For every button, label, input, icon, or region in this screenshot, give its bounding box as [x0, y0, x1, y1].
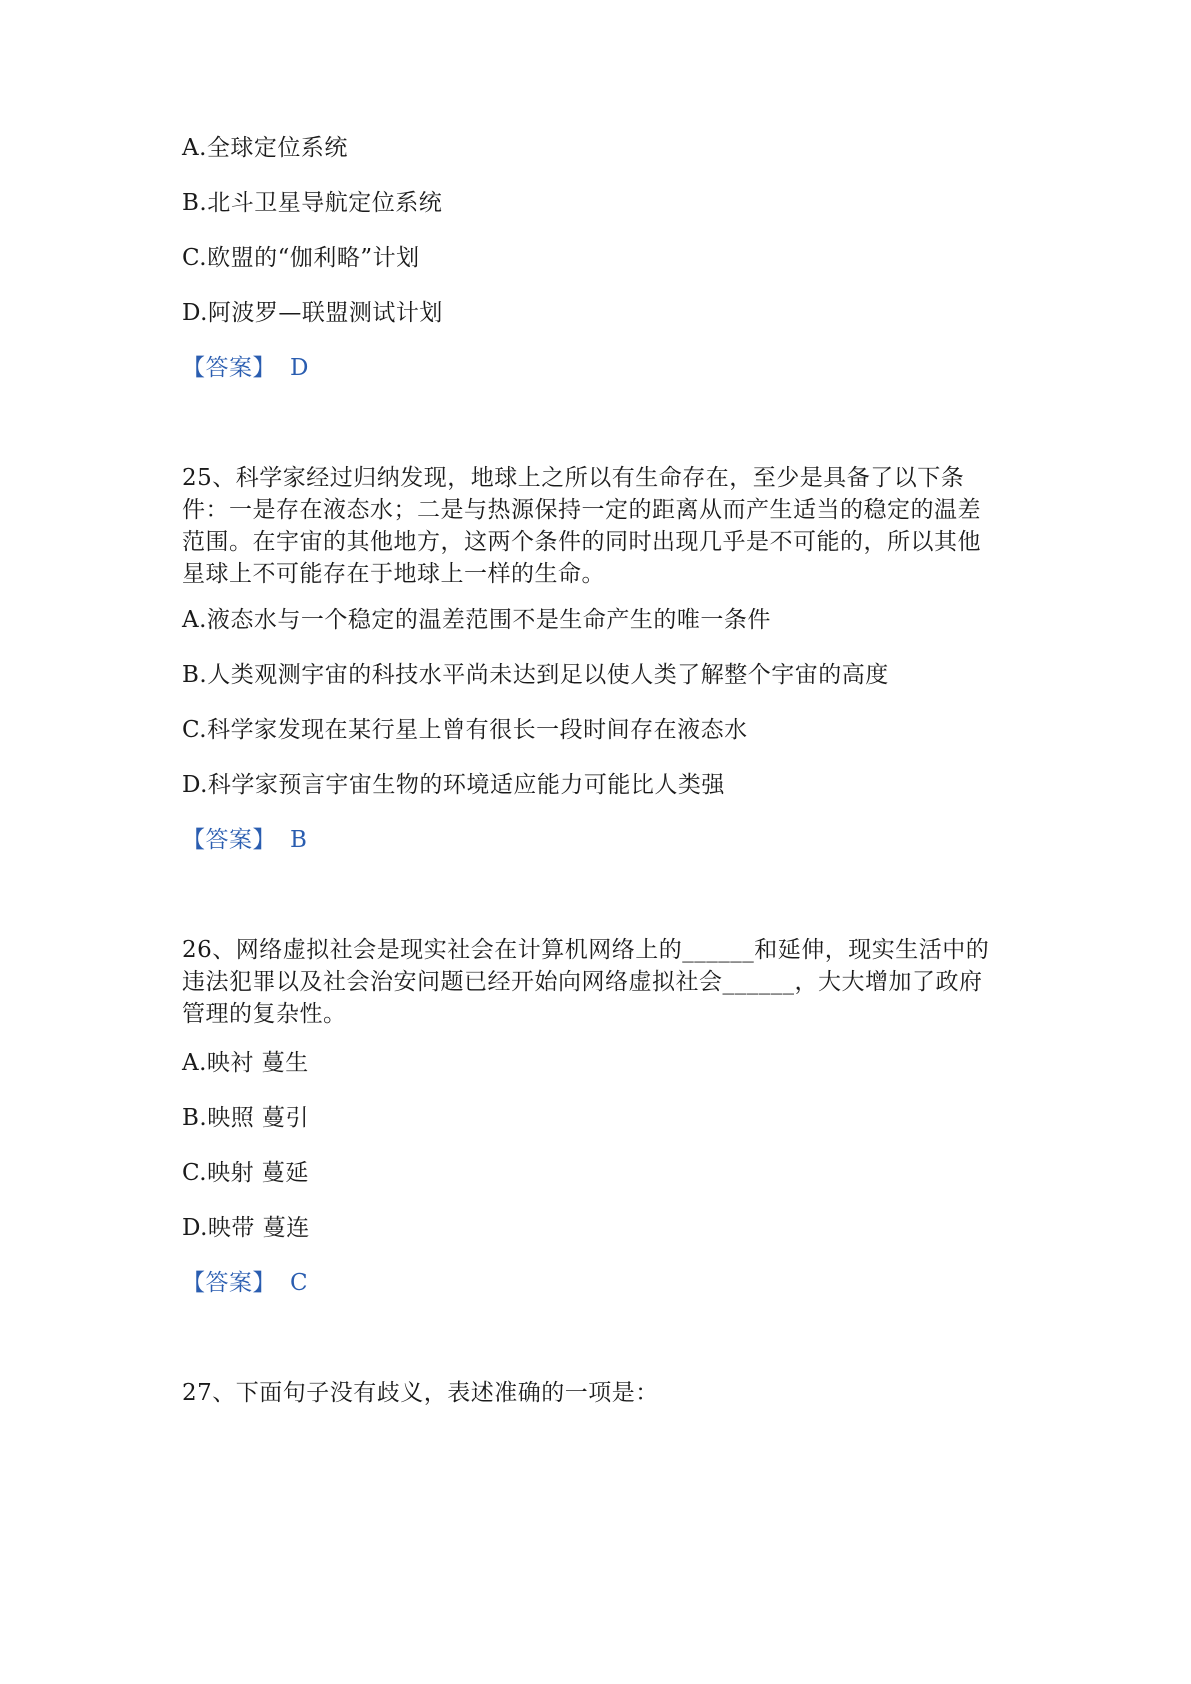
- q27-stem-line: 27、下面句子没有歧义，表述准确的一项是：: [182, 1380, 659, 1406]
- q24-option-b: B.北斗卫星导航定位系统: [182, 190, 443, 216]
- answer-value: B: [290, 827, 308, 853]
- q27-stem: [182, 1377, 1022, 1409]
- q25-stem-line: 范围。在宇宙的其他地方，这两个条件的同时出现几乎是不可能的，所以其他: [182, 529, 981, 555]
- q25-option-c: C.科学家发现在某行星上曾有很长一段时间存在液态水: [182, 717, 748, 743]
- answer-label: 【答案】: [182, 355, 276, 381]
- q25-stem: [182, 462, 1022, 590]
- q24-answer: [182, 352, 309, 384]
- q25-stem-line: 星球上不可能存在于地球上一样的生命。: [182, 561, 605, 587]
- q25-stem-line: 25、科学家经过归纳发现，地球上之所以有生命存在，至少是具备了以下条: [182, 465, 965, 491]
- q24-option-d: D.阿波罗—联盟测试计划: [182, 300, 443, 326]
- q26-option-a: A.映衬 蔓生: [182, 1050, 309, 1076]
- q25-answer: [182, 824, 307, 856]
- q25-stem-line: 件：一是存在液态水；二是与热源保持一定的距离从而产生适当的稳定的温差: [182, 497, 981, 523]
- answer-value: C: [290, 1270, 309, 1296]
- q26-stem-line: 管理的复杂性。: [182, 1001, 347, 1027]
- q26-answer: [182, 1267, 308, 1299]
- q24-option-c: C.欧盟的“伽利略”计划: [182, 245, 420, 271]
- answer-value: D: [290, 355, 309, 381]
- q25-option-a: A.液态水与一个稳定的温差范围不是生命产生的唯一条件: [182, 607, 771, 633]
- q26-option-d: D.映带 蔓连: [182, 1215, 310, 1241]
- q26-stem: [182, 934, 1022, 1030]
- q26-option-c: C.映射 蔓延: [182, 1160, 309, 1186]
- q24-option-a: A.全球定位系统: [182, 135, 348, 161]
- answer-label: 【答案】: [182, 827, 276, 853]
- q26-stem-line: 违法犯罪以及社会治安问题已经开始向网络虚拟社会______，大大增加了政府: [182, 969, 983, 995]
- q26-stem-line: 26、网络虚拟社会是现实社会在计算机网络上的______和延伸，现实生活中的: [182, 937, 990, 963]
- answer-label: 【答案】: [182, 1270, 276, 1296]
- q25-option-b: B.人类观测宇宙的科技水平尚未达到足以使人类了解整个宇宙的高度: [182, 662, 889, 688]
- q26-option-b: B.映照 蔓引: [182, 1105, 310, 1131]
- q25-option-d: D.科学家预言宇宙生物的环境适应能力可能比人类强: [182, 772, 725, 798]
